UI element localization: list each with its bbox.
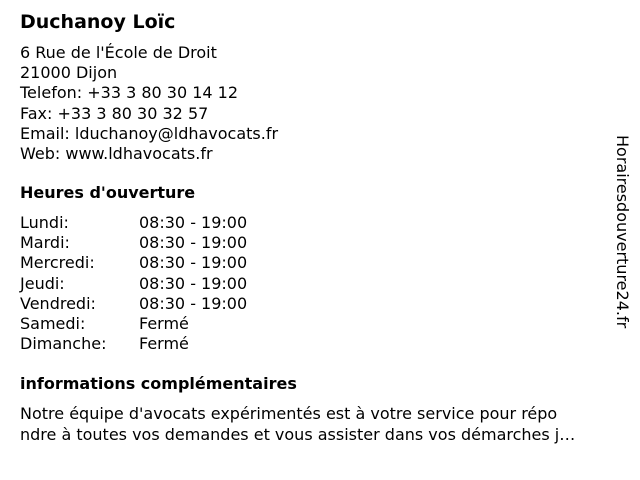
day-hours: 08:30 - 19:00	[139, 253, 248, 273]
day-hours: 08:30 - 19:00	[139, 293, 248, 313]
additional-info-text	[20, 404, 626, 445]
info-line-1: Notre équipe d'avocats expérimentés est à votre service pour répo	[20, 404, 558, 423]
phone-number: Telefon: +33 3 80 30 14 12	[20, 83, 239, 103]
day-label: Jeudi:	[20, 273, 65, 293]
day-label: Mercredi:	[20, 253, 95, 273]
address-street: 6 Rue de l'École de Droit	[20, 43, 217, 62]
additional-info-heading: informations complémentaires	[20, 374, 297, 393]
address-city: 21000 Dijon	[20, 63, 118, 83]
day-label: Mardi:	[20, 233, 70, 253]
day-hours: Fermé	[139, 313, 189, 333]
contact-block	[20, 43, 278, 164]
site-watermark: Horairesdouverture24.fr	[613, 135, 632, 329]
day-label: Vendredi:	[20, 293, 96, 313]
website-address: Web: www.ldhavocats.fr	[20, 144, 213, 164]
email-address: Email: lduchanoy@ldhavocats.fr	[20, 123, 279, 143]
info-line-2: ndre à toutes vos demandes et vous assister dans vos démarches j…	[20, 424, 576, 444]
day-hours: 08:30 - 19:00	[139, 233, 248, 253]
page-title: Duchanoy Loïc	[20, 11, 176, 33]
fax-number: Fax: +33 3 80 30 32 57	[20, 103, 209, 123]
day-label: Samedi:	[20, 313, 86, 333]
day-hours: 08:30 - 19:00	[139, 213, 248, 232]
opening-hours-heading: Heures d'ouverture	[20, 183, 196, 202]
day-hours: 08:30 - 19:00	[139, 273, 248, 293]
day-hours: Fermé	[139, 334, 189, 354]
day-label: Dimanche:	[20, 334, 107, 354]
day-label: Lundi:	[20, 213, 69, 232]
